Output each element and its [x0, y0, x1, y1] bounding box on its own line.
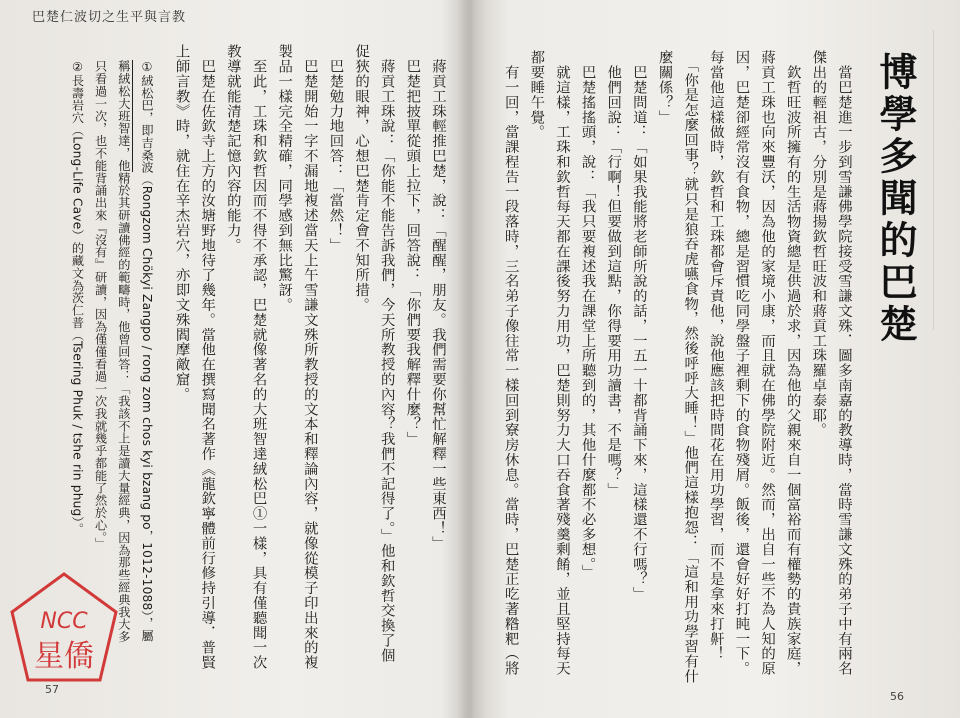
right-page — [478, 0, 960, 718]
right-page-body: 當巴楚進一步到雪謙佛學院接受雪謙文殊．圖多南嘉的教導時，當時雪謙文殊的弟子中有兩名傑出的輕祖古，分別是蔣揚欽哲旺波和蔣貢工珠羅卓泰耶。 欽哲旺波所擁有的生活物資總是供過於求，因為他的父親來自一個富裕而有權勢的貴族家庭，蔣貢工珠也向來豐沃，因為他的家境小康，而且就在佛學院附近。然而，出自一些不為人知的原因，巴楚卻經常沒有食物，總是習慣吃同學盤子裡剩下的食物殘屑。飯後，還會好好打盹一下。每當他這樣做時，欽哲和工珠都會斥責他，說他應該把時間花在用功學習，而不是拿來打鼾！ 「你是怎麼回事？就只是狼吞虎嚥食物，然後呼呼大睡！」他們這樣抱怨：「這和用功學習有什麼關係？」 巴楚問道：「如果我能將老師所說的話，一五一十都背誦下來，這樣還不行嗎？」 他們回說：「行啊！但要做到這點，你得要用功讀書，不是嗎？」 巴楚搖搖頭，說：「我只要複述我在課堂上所聽到的，其他什麼都不必多想。」 就這樣，工珠和欽哲每天都在課後努力用功，巴楚則努力大口吞食著殘羹剩餚，並且堅持每天都要睡午覺。 有一回，當課程告一段落時，三名弟子像往常一樣回到寮房休息。當時，巴楚正吃著糌粑（將 — [502, 50, 852, 684]
footnotes: ①絨松巴，即吉桑波（Rongzom Chökyi Zangpo / rong zom chos kyi bzang po，1012-1088），屬稱絨松大班智達，他精於其研讀佛經的範疇時，他曾回答：「我該不上是讀大量經典，因為那些經典我大多只看過一次，也不能背誦出來『沒有』研讀，因為僅僅看過一次我就幾乎都能了然於心。」 ②長壽岩穴（Long-Life Cave）的藏文為茨仁普（Tsering Phuk / tshe rin phug）。 — [70, 60, 154, 643]
left-page — [0, 0, 470, 718]
left-page-body: 蔣貢工珠輕推巴楚，說：「醒醒，朋友。我們需要你幫忙解釋一些東西！」 巴楚把披單從頭上拉下，回答說：「你們要我解釋什麼？」 蔣貢工珠說：「你能不能告訴我們，今天所教授的內容？我們不記得了。」他和欽哲交換了個促狹的眼神，心想巴楚肯定會不知所措。 巴楚勉力地回答：「當然！」 巴楚開始一字不漏地複述當天上午雪謙文殊所教授的文本和釋論內容，就像從模子印出來的複製品一樣完全精確，同學感到無比驚訝。 至此，工珠和欽哲因而不得不承認，巴楚就像著名的大班智達絨松巴①一樣，具有僅聽聞一次教導就能清楚記憶內容的能力。 巴楚在佐欽寺上方的汝塘野地待了幾年。當他在撰寫聞名著作《龍欽寧體前行修持引導．普賢上師言教》時，就住在辛杰岩穴，亦即文殊閻摩敵窟。 — [173, 44, 446, 670]
chapter-title: 博學多聞的巴楚 — [873, 52, 917, 346]
ncc-watermark-stamp — [8, 568, 120, 688]
left-page-number: 57 — [45, 683, 59, 696]
page-edge-shadow — [933, 30, 960, 330]
stamp-top-text: NCC — [40, 609, 88, 634]
right-page-number: 56 — [890, 690, 904, 703]
stamp-bottom-text: 星僑 — [34, 639, 94, 674]
running-head: 巴楚仁波切之生平與言教 — [32, 10, 187, 25]
